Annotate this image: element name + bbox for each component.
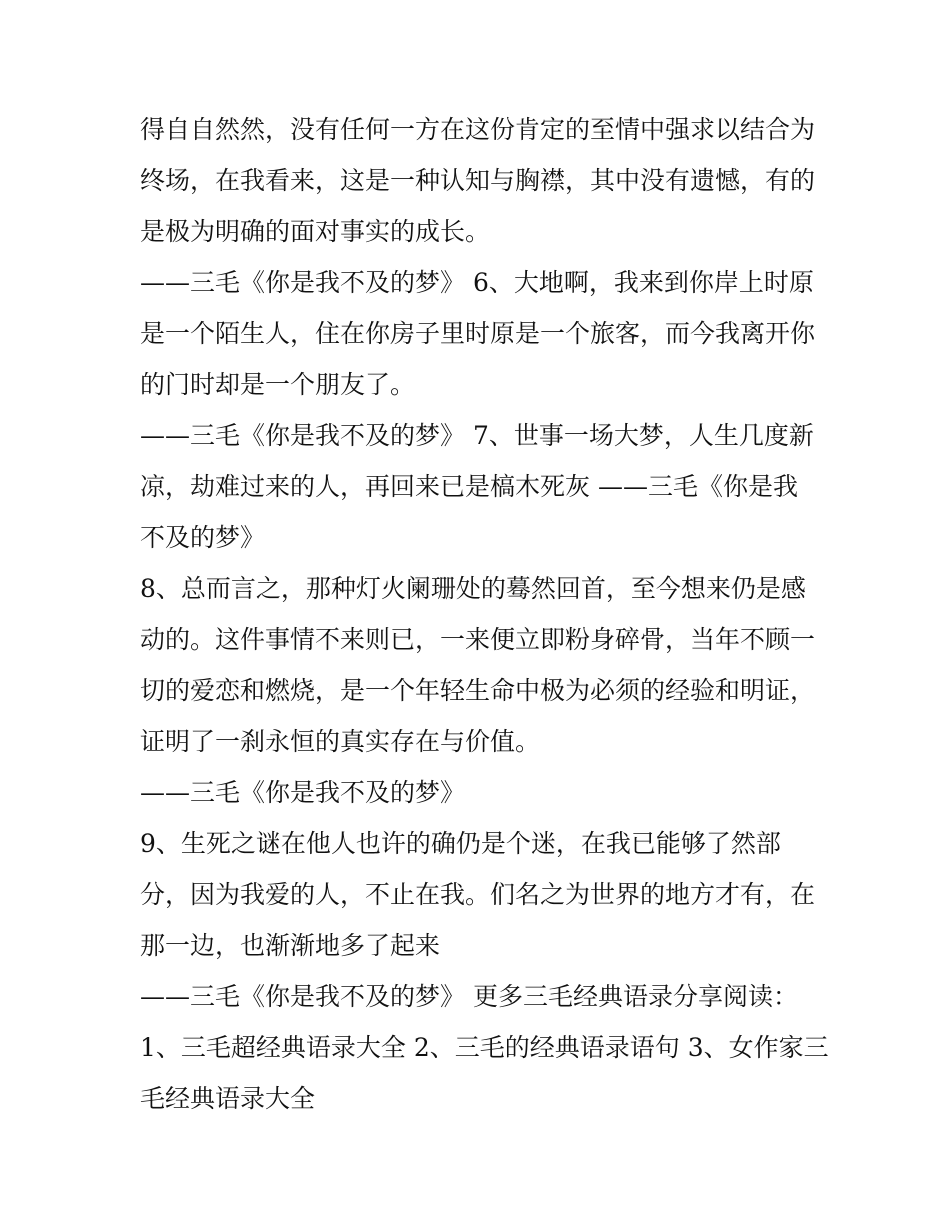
text-line: 是一个陌生人，住在你房子里时原是一个旅客，而今我离开你 [140, 319, 816, 348]
text-line: 分，因为我爱的人，不止在我。们名之为世界的地方才有，在 [140, 880, 816, 909]
text-line: 切的爱恋和燃烧，是一个年轻生命中极为必须的经验和明证， [140, 676, 816, 705]
text-line: ——三毛《你是我不及的梦》 [140, 778, 466, 807]
text-line: ——三毛《你是我不及的梦》 7、世事一场大梦，人生几度新 [140, 421, 814, 450]
text-line: 终场，在我看来，这是一种认知与胸襟，其中没有遗憾，有的 [140, 166, 816, 195]
text-line: 得自自然然，没有任何一方在这份肯定的至情中强求以结合为 [140, 115, 816, 144]
text-line: 的门时却是一个朋友了。 [140, 370, 416, 399]
text-line: 毛经典语录大全 [140, 1084, 316, 1113]
text-line: 8、总而言之，那种灯火阑珊处的蓦然回首，至今想来仍是感 [140, 574, 806, 603]
body-text [140, 104, 830, 1124]
text-line: 1、三毛超经典语录大全 2、三毛的经典语录语句 3、女作家三 [140, 1033, 829, 1062]
text-line: 凉，劫难过来的人，再回来已是槁木死灰 ——三毛《你是我 [140, 472, 798, 501]
text-line: 是极为明确的面对事实的成长。 [140, 217, 491, 246]
text-line: 动的。这件事情不来则已，一来便立即粉身碎骨，当年不顾一 [140, 625, 816, 654]
text-line: 证明了一刹永恒的真实存在与价值。 [140, 727, 541, 756]
text-line: 不及的梦》 [140, 523, 266, 552]
text-line: 那一边，也渐渐地多了起来 [140, 931, 441, 960]
text-line: ——三毛《你是我不及的梦》 6、大地啊，我来到你岸上时原 [140, 268, 814, 297]
text-line: ——三毛《你是我不及的梦》 更多三毛经典语录分享阅读： [140, 982, 798, 1011]
text-line: 9、生死之谜在他人也许的确仍是个迷，在我已能够了然部 [140, 829, 781, 858]
